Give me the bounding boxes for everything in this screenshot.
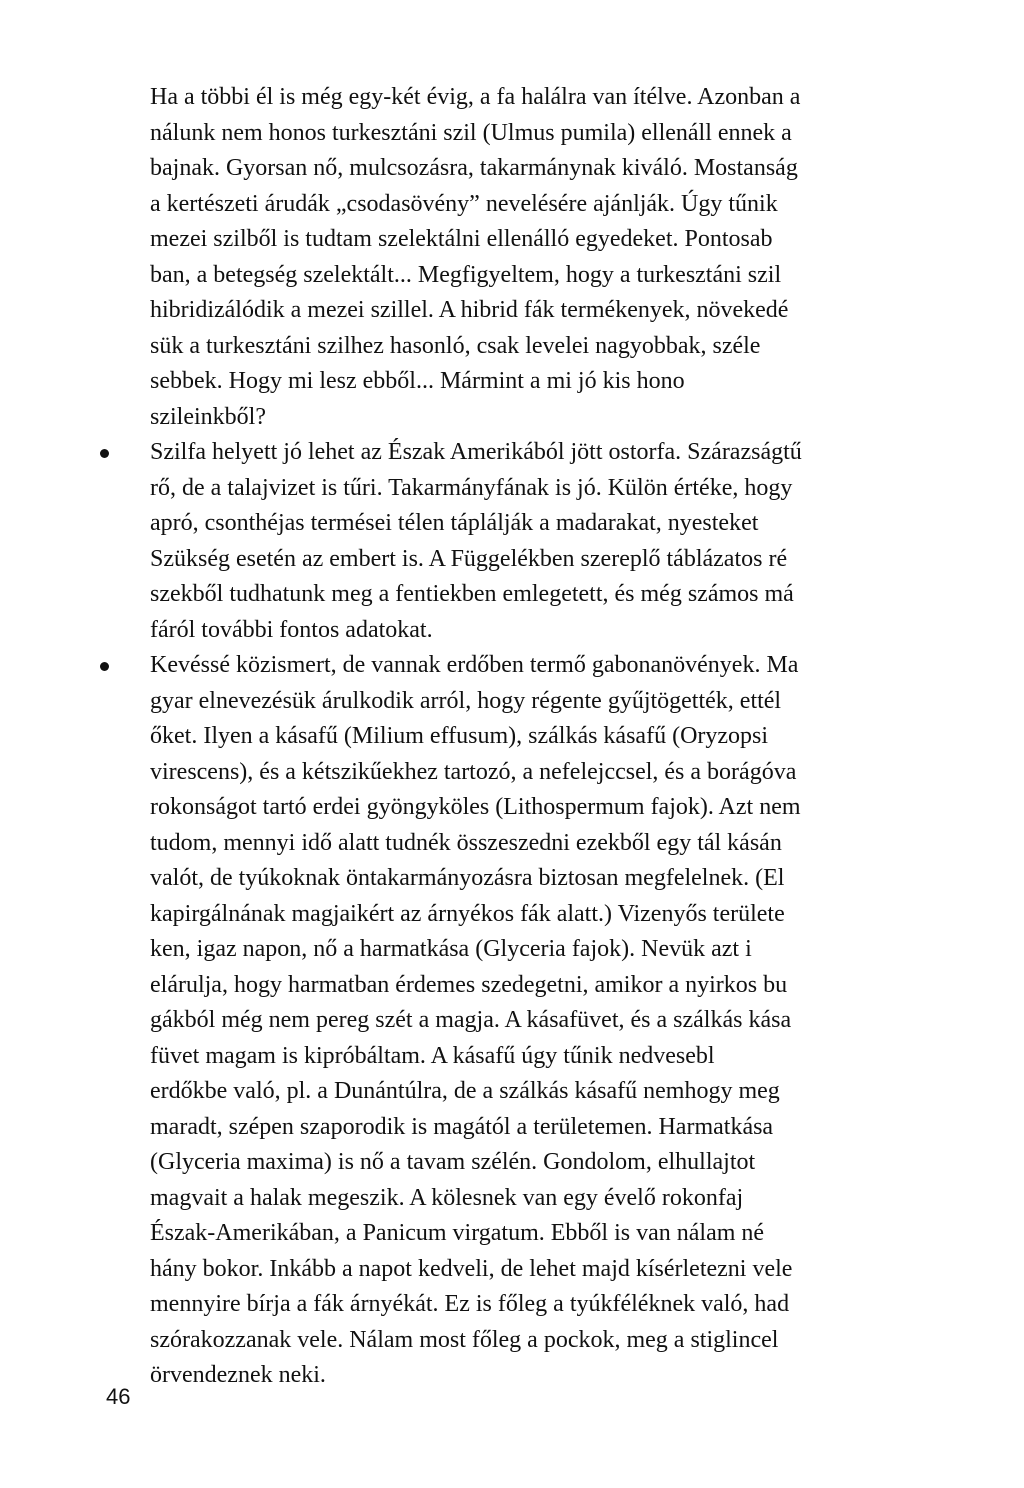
text-line: sebbek. Hogy mi lesz ebből... Mármint a mi jó kis hono bbox=[150, 368, 685, 394]
bullet-icon bbox=[100, 449, 109, 458]
page-number: 46 bbox=[106, 1384, 131, 1409]
text-line: virescens), és a kétszikűekhez tartozó, a nefelejccsel, és a borágóva bbox=[150, 758, 797, 785]
text-line: (Glyceria maxima) is nő a tavam szélén. Gondolom, elhullajtot bbox=[150, 1149, 756, 1175]
text-line: fáról további fontos adatokat. bbox=[150, 616, 433, 643]
text-line: rő, de a talajvizet is tűri. Takarmányfának is jó. Külön értéke, hogy bbox=[150, 474, 793, 501]
text-line: Ha a többi él is még egy-két évig, a fa halálra van ítélve. Azonban a bbox=[150, 84, 801, 110]
text-line: elárulja, hogy harmatban érdemes szedegetni, amikor a nyirkos bu bbox=[150, 971, 788, 998]
text-line: Szükség esetén az embert is. A Függelékben szereplő táblázatos ré bbox=[150, 545, 788, 572]
text-line: erdőkbe való, pl. a Dunántúlra, de a szálkás kásafű nemhogy meg bbox=[150, 1078, 780, 1104]
text-line: szileinkből? bbox=[150, 403, 266, 430]
bullet-item-forest-grains bbox=[150, 648, 930, 1394]
text-line: szekből tudhatunk meg a fentiekben emlegetett, és még számos má bbox=[150, 581, 794, 607]
text-line: nálunk nem honos turkesztáni szil (Ulmus pumila) ellenáll ennek a bbox=[150, 119, 792, 146]
text-line: szórakozzanak vele. Nálam most főleg a pockok, meg a stiglincel bbox=[150, 1326, 779, 1353]
text-line: maradt, szépen szaporodik is magától a területemen. Harmatkása bbox=[150, 1113, 774, 1140]
bullet-item-hackberry bbox=[150, 435, 930, 648]
text-line: Szilfa helyett jó lehet az Észak Amerikából jött ostorfa. Szárazságtű bbox=[150, 439, 802, 465]
bullet-icon bbox=[100, 662, 109, 671]
text-line: Kevéssé közismert, de vannak erdőben termő gabonanövények. Ma bbox=[150, 652, 799, 678]
text-line: ken, igaz napon, nő a harmatkása (Glyceria fajok). Nevük azt i bbox=[150, 936, 752, 962]
text-line: hány bokor. Inkább a napot kedveli, de lehet majd kísérletezni vele bbox=[150, 1255, 793, 1282]
text-line: kapirgálnának magjaikért az árnyékos fák alatt.) Vizenyős területe bbox=[150, 900, 785, 927]
text-line: apró, csonthéjas termései télen táplálják a madarakat, nyesteket bbox=[150, 510, 759, 536]
text-line: rokonságot tartó erdei gyöngyköles (Lithospermum fajok). Azt nem bbox=[150, 794, 801, 820]
text-line: ban, a betegség szelektált... Megfigyeltem, hogy a turkesztáni szil bbox=[150, 261, 782, 288]
text-line: örvendeznek neki. bbox=[150, 1362, 326, 1388]
text-line: őket. Ilyen a kásafű (Milium effusum), szálkás kásafű (Oryzopsi bbox=[150, 723, 769, 749]
text-line: bajnak. Gyorsan nő, mulcsozásra, takarmánynak kiváló. Mostanság bbox=[150, 155, 798, 181]
text-line: füvet magam is kipróbáltam. A kásafű úgy tűnik nedvesebl bbox=[150, 1042, 715, 1069]
body-text bbox=[150, 80, 930, 1394]
text-line: sük a turkesztáni szilhez hasonló, csak levelei nagyobbak, széle bbox=[150, 332, 761, 359]
text-line: Észak-Amerikában, a Panicum virgatum. Ebből is van nálam né bbox=[150, 1220, 765, 1246]
text-line: tudom, mennyi idő alatt tudnék összeszedni ezekből egy tál kásán bbox=[150, 829, 782, 856]
text-line: gyar elnevezésük árulkodik arról, hogy régente gyűjtögették, ettél bbox=[150, 687, 782, 714]
text-line: hibridizálódik a mezei szillel. A hibrid fák termékenyek, növekedé bbox=[150, 297, 789, 323]
text-line: mezei szilből is tudtam szelektálni ellenálló egyedeket. Pontosab bbox=[150, 226, 773, 252]
paragraph-elm-disease bbox=[150, 80, 930, 435]
text-line: a kertészeti árudák „csodasövény” nevelésére ajánlják. Úgy tűnik bbox=[150, 190, 778, 217]
text-line: valót, de tyúkoknak öntakarmányozásra biztosan megfelelnek. (El bbox=[150, 865, 785, 891]
text-line: mennyire bírja a fák árnyékát. Ez is főleg a tyúkféléknek való, had bbox=[150, 1291, 790, 1317]
text-line: magvait a halak megeszik. A kölesnek van egy évelő rokonfaj bbox=[150, 1184, 744, 1211]
text-line: gákból még nem pereg szét a magja. A kásafüvet, és a szálkás kása bbox=[150, 1007, 792, 1033]
